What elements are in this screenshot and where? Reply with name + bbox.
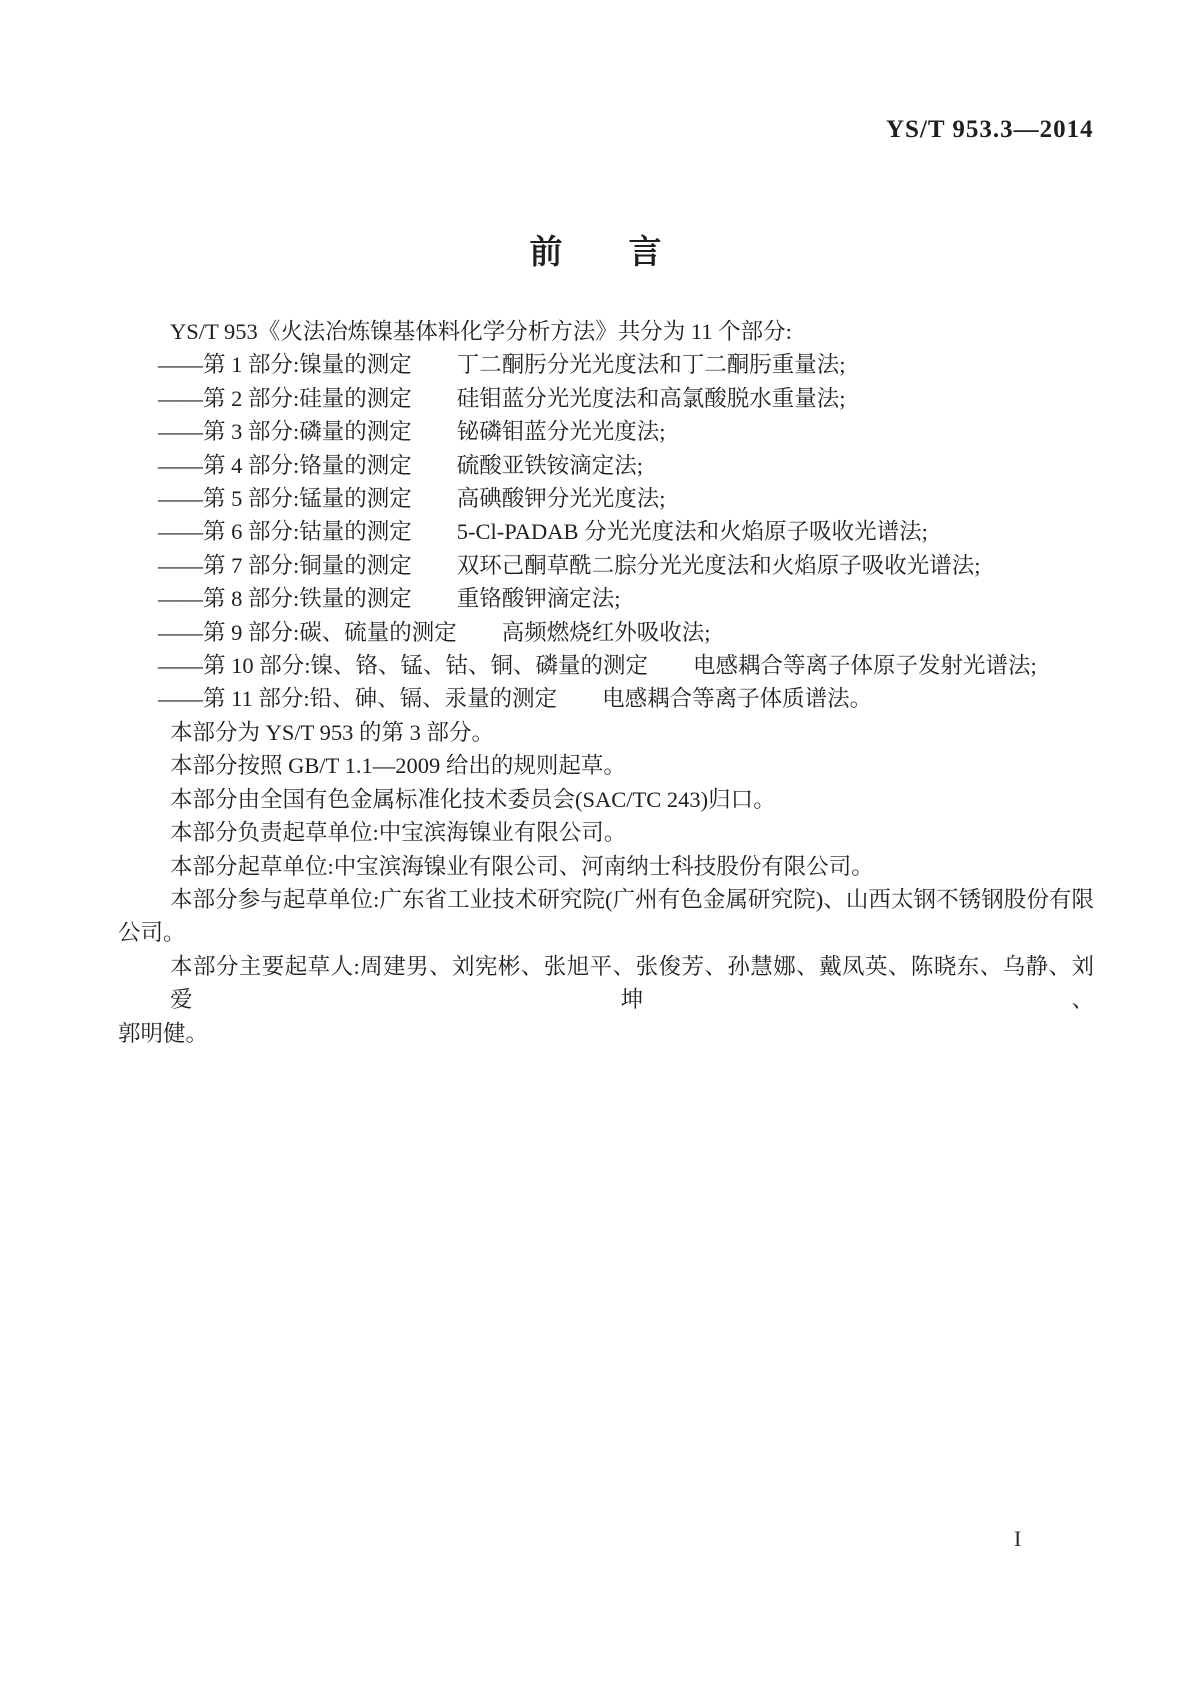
page-number: I — [1014, 1526, 1022, 1551]
part-item-9: ——第 9 部分:碳、硫量的测定 高频燃烧红外吸收法; — [158, 619, 711, 645]
statement-drafting-rule: 本部分按照 GB/T 1.1—2009 给出的规则起草。 — [170, 753, 626, 779]
statement-committee: 本部分由全国有色金属标准化技术委员会(SAC/TC 243)归口。 — [170, 786, 776, 812]
part-item-6: ——第 6 部分:钴量的测定 5-Cl-PADAB 分光光度法和火焰原子吸收光谱法; — [158, 519, 928, 545]
part-item-11: ——第 11 部分:铅、砷、镉、汞量的测定 电感耦合等离子体质谱法。 — [158, 686, 873, 712]
part-item-4: ——第 4 部分:铬量的测定 硫酸亚铁铵滴定法; — [158, 452, 644, 478]
statement-draft-units: 本部分起草单位:中宝滨海镍业有限公司、河南纳士科技股份有限公司。 — [170, 853, 874, 879]
part-item-10: ——第 10 部分:镍、铬、锰、钴、铜、磷量的测定 电感耦合等离子体原子发射光谱法; — [158, 653, 1037, 679]
foreword-intro: YS/T 953《火法冶炼镍基体料化学分析方法》共分为 11 个部分: — [170, 319, 792, 344]
participating-units-line1: 本部分参与起草单位:广东省工业技术研究院(广州有色金属研究院)、山西太钢不锈钢股份有限 — [170, 886, 1094, 912]
part-item-5: ——第 5 部分:锰量的测定 高碘酸钾分光光度法; — [158, 486, 666, 512]
foreword-body — [118, 315, 1094, 1050]
foreword-title: 前 言 — [529, 235, 662, 271]
statement-part-of: 本部分为 YS/T 953 的第 3 部分。 — [170, 719, 494, 745]
standard-code: YS/T 953.3—2014 — [886, 116, 1094, 143]
part-item-2: ——第 2 部分:硅量的测定 硅钼蓝分光光度法和高氯酸脱水重量法; — [158, 385, 846, 411]
drafters-line2: 郭明健。 — [118, 1020, 209, 1046]
drafters-line1: 本部分主要起草人:周建男、刘宪彬、张旭平、张俊芳、孙慧娜、戴凤英、陈晓东、乌静、刘爱坤、 — [170, 953, 1094, 1013]
part-item-8: ——第 8 部分:铁量的测定 重铬酸钾滴定法; — [158, 586, 621, 612]
part-item-7: ——第 7 部分:铜量的测定 双环己酮草酰二腙分光光度法和火焰原子吸收光谱法; — [158, 552, 981, 578]
part-item-3: ——第 3 部分:磷量的测定 铋磷钼蓝分光光度法; — [158, 419, 666, 445]
statement-lead-unit: 本部分负责起草单位:中宝滨海镍业有限公司。 — [170, 820, 627, 846]
participating-units-line2: 公司。 — [118, 920, 186, 946]
part-item-1: ——第 1 部分:镍量的测定 丁二酮肟分光光度法和丁二酮肟重量法; — [158, 352, 846, 378]
